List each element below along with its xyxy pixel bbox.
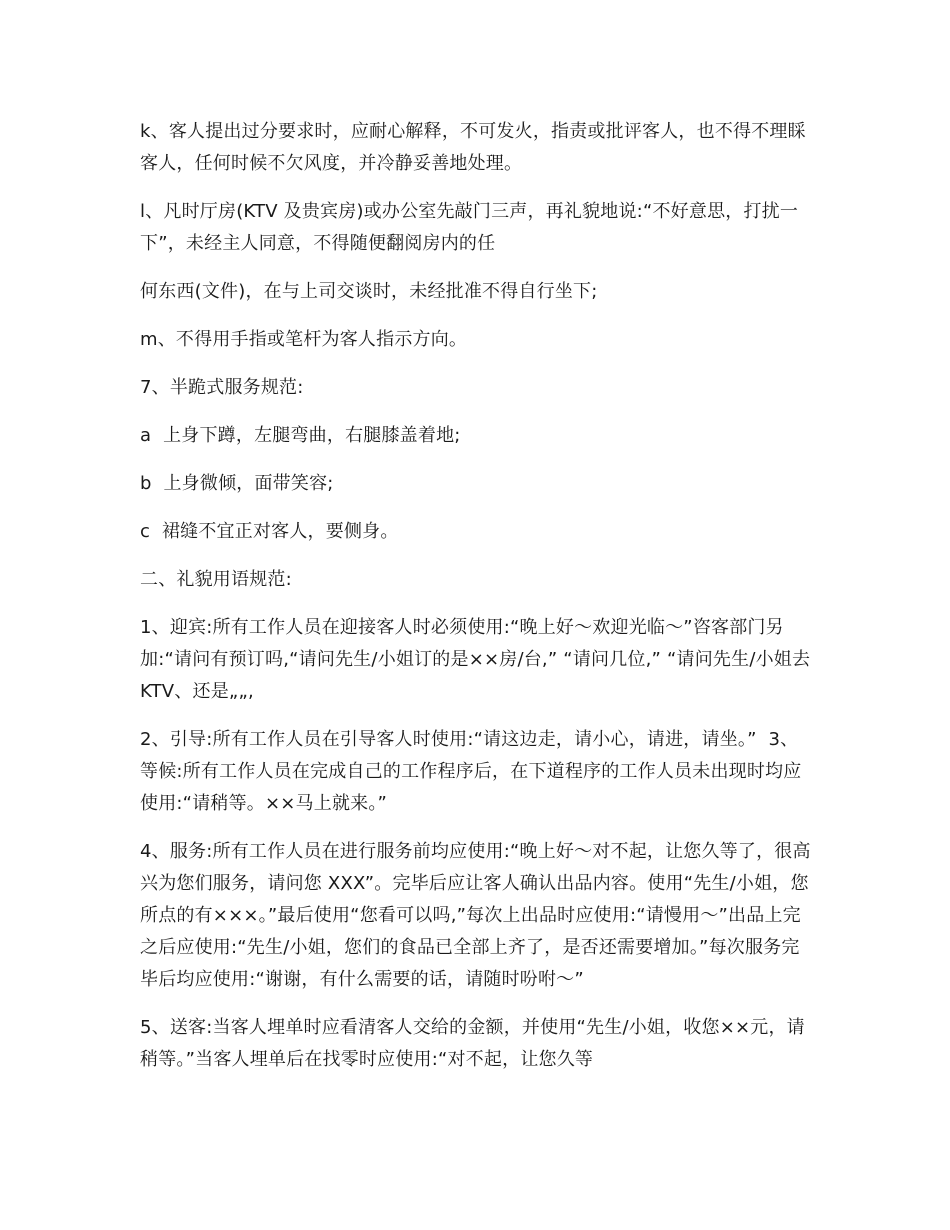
paragraph-m-rule: m、不得用手指或笔杆为客人指示方向。 [140,329,468,350]
list-item-a: a 上身下蹲，左腿弯曲，右腿膝盖着地; [140,425,461,446]
section-heading-kneeling-service: 7、半跪式服务规范: [140,377,304,398]
paragraph-guiding-waiting: 2、引导:所有工作人员在引导客人时使用:“请这边走，请小心，请进，请坐。” 3、等候:所有工作人员在完成自己的工作程序后，在下道程序的工作人员未出现时均应使用:“请稍等。××马上就来。” [140,729,802,814]
paragraph-farewell: 5、送客:当客人埋单时应看清客人交给的金额，并使用“先生/小姐，收您××元，请稍等。”当客人埋单后在找零时应使用:“对不起，让您久等 [140,1017,805,1070]
list-item-b: b 上身微倾，面带笑容; [140,473,334,494]
paragraph-l-rule-continued: 何东西(文件)，在与上司交谈时，未经批准不得自行坐下; [140,281,598,302]
document-page [140,116,817,1092]
paragraph-service: 4、服务:所有工作人员在进行服务前均应使用:“晚上好～对不起，让您久等了，很高兴为您们服务，请问您 XXX”。完毕后应让客人确认出品内容。使用“先生/小姐，您所点的有×××。”最后使用“您看可以吗,”每次上出品时应使用:“请慢用～”出品上完之后应使用:“先生/小姐，您们的食品已全部上齐了，是否还需要增加。”每次服务完毕后均应使用:“谢谢，有什么需要的话，请随时吩咐～” [140,841,811,990]
section-heading-polite-language: 二、礼貌用语规范: [140,569,292,590]
paragraph-l-rule: l、凡时厅房(KTV 及贵宾房)或办公室先敲门三声，再礼貌地说:“不好意思，打扰一下”，未经主人同意，不得随便翻阅房内的任 [140,201,799,254]
paragraph-greeting: 1、迎宾:所有工作人员在迎接客人时必须使用:“晚上好～欢迎光临～”咨客部门另加:“请问有预订吗,“请问先生/小姐订的是××房/台,” “请问几位,” “请问先生/小姐去 KTV、还是„„, [140,617,817,702]
paragraph-k-rule: k、客人提出过分要求时，应耐心解释，不可发火，指责或批评客人，也不得不理睬客人，任何时候不欠风度，并冷静妥善地处理。 [140,121,806,174]
list-item-c: c 裙缝不宜正对客人，要侧身。 [140,521,399,542]
